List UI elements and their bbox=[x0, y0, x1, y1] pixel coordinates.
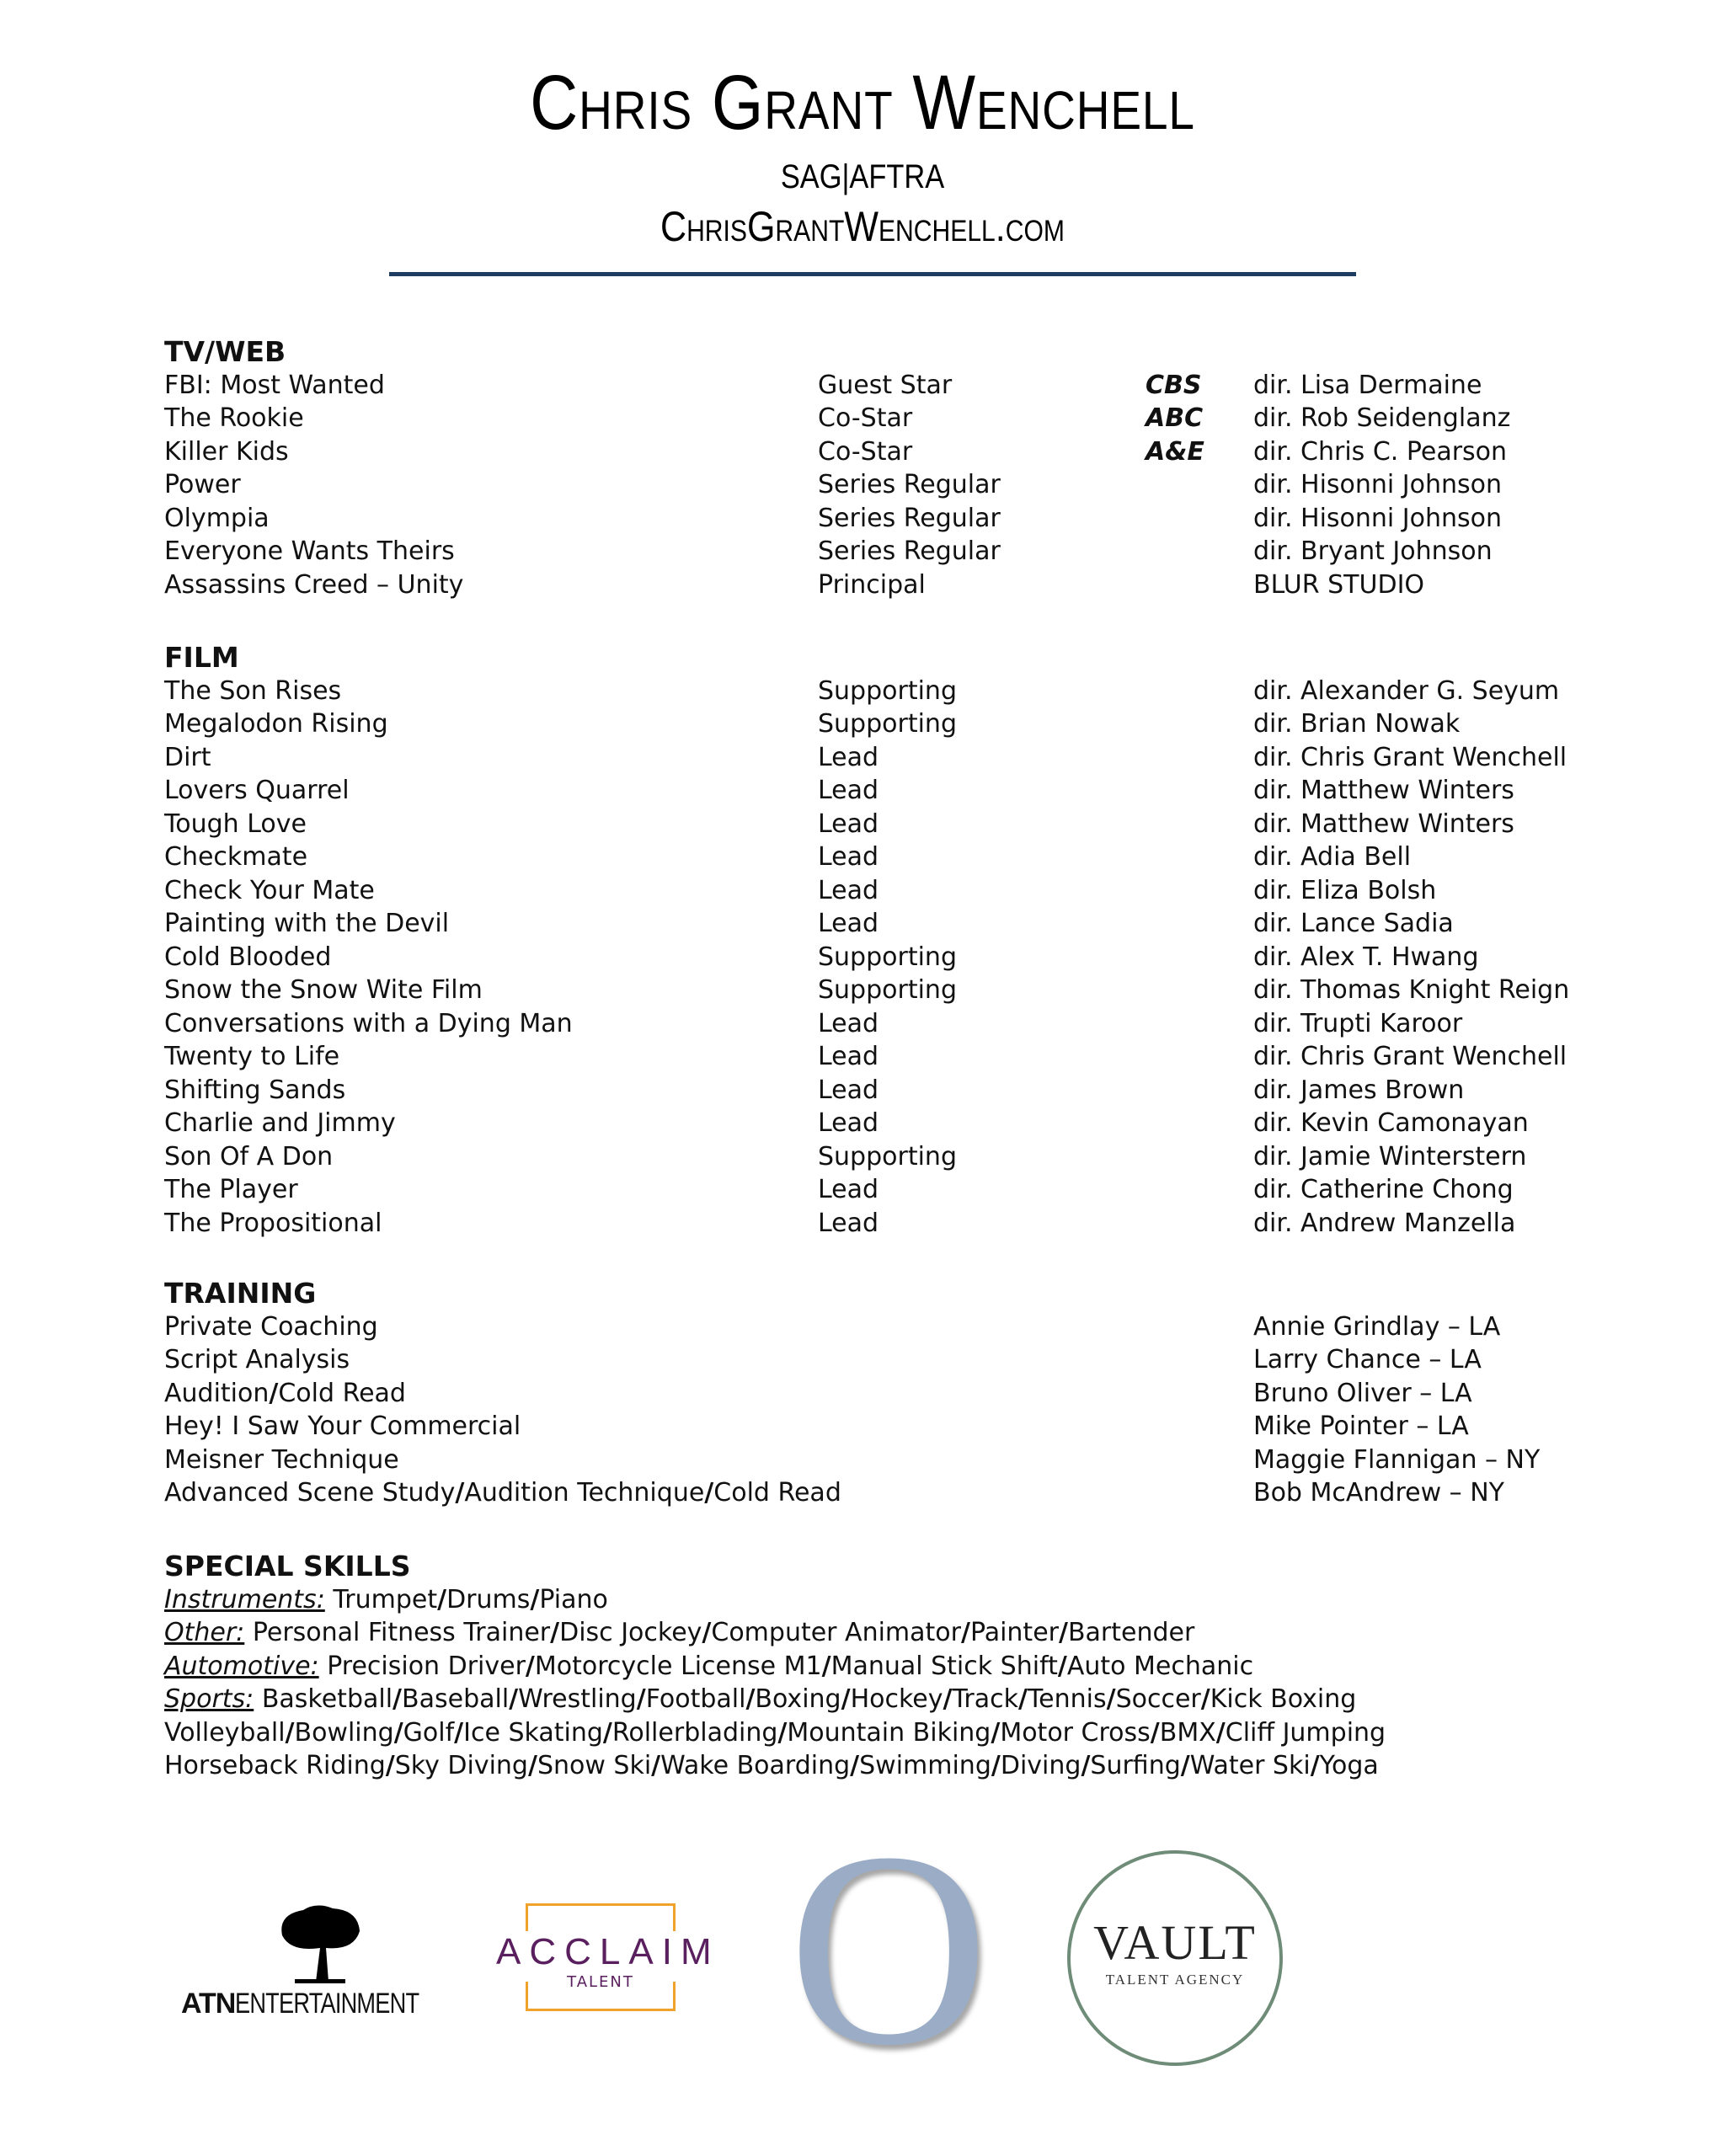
skills-line bbox=[164, 1650, 1647, 1684]
training-part: Audition Technique bbox=[464, 1478, 705, 1508]
section-heading: TV/WEB bbox=[164, 335, 286, 368]
credit-title: Killer Kids bbox=[164, 436, 289, 467]
slash-separator: / bbox=[991, 1717, 1001, 1748]
skill-item: Wake Boarding bbox=[660, 1751, 851, 1780]
credit-director: dir. Matthew Winters bbox=[1253, 808, 1514, 839]
credit-title: Checkmate bbox=[164, 842, 308, 872]
credit-director: dir. Alex T. Hwang bbox=[1253, 942, 1479, 972]
credit-director: dir. Hisonni Johnson bbox=[1253, 470, 1503, 499]
section-heading: SPECIAL SKILLS bbox=[164, 1550, 411, 1582]
credit-row bbox=[164, 1377, 1647, 1411]
credit-title: Check Your Mate bbox=[164, 875, 375, 905]
slash-separator: / bbox=[841, 1684, 851, 1714]
skill-item: Motor Cross bbox=[1000, 1717, 1151, 1748]
credit-row bbox=[164, 1107, 1647, 1140]
credit-row bbox=[164, 1476, 1647, 1510]
credit-row bbox=[164, 535, 1647, 568]
skill-item: Motorcycle License M1 bbox=[534, 1651, 822, 1681]
vault-sub: TALENT AGENCY bbox=[1105, 1972, 1245, 1988]
training-part: Cold Read bbox=[713, 1478, 841, 1508]
slash-separator: / bbox=[777, 1717, 788, 1748]
credit-director: Annie Grindlay – LA bbox=[1253, 1311, 1501, 1342]
skill-item: Boxing bbox=[755, 1684, 841, 1714]
slash-separator: / bbox=[991, 1751, 1001, 1780]
credit-director: dir. Lisa Dermaine bbox=[1253, 370, 1482, 400]
credit-director: dir. Bryant Johnson bbox=[1253, 536, 1493, 566]
credit-role: Lead bbox=[818, 1042, 879, 1071]
skill-item: Bartender bbox=[1067, 1618, 1195, 1647]
header-divider bbox=[389, 272, 1356, 276]
section-heading: FILM bbox=[164, 641, 239, 674]
training-part: Advanced Scene Study bbox=[164, 1478, 456, 1508]
skill-item: Cliff Jumping bbox=[1225, 1717, 1386, 1748]
o-logo: O bbox=[788, 1796, 990, 2103]
credit-row bbox=[164, 874, 1647, 908]
acclaim-sub: TALENT bbox=[567, 1973, 634, 1991]
training-part: Meisner Technique bbox=[164, 1444, 399, 1475]
credit-title bbox=[164, 1310, 378, 1344]
skill-item: Manual Stick Shift bbox=[830, 1651, 1058, 1681]
credit-row bbox=[164, 774, 1647, 808]
section-special-skills bbox=[164, 1550, 1647, 1783]
credit-row bbox=[164, 907, 1647, 941]
credit-director: dir. Brian Nowak bbox=[1253, 709, 1461, 739]
skill-item: Tennis bbox=[1027, 1684, 1107, 1714]
skill-item: Snow Ski bbox=[537, 1751, 652, 1780]
atn-rest-text: ENTERTAINMENT bbox=[235, 1988, 419, 2020]
credit-role: Series Regular bbox=[818, 503, 1001, 533]
credit-title: The Rookie bbox=[164, 403, 304, 433]
slash-separator: / bbox=[1215, 1717, 1226, 1748]
section-film bbox=[164, 641, 1647, 1240]
credit-row bbox=[164, 841, 1647, 874]
slash-separator: / bbox=[1057, 1651, 1067, 1681]
credit-role: Lead bbox=[818, 1108, 879, 1138]
skill-item: Baseball bbox=[402, 1684, 510, 1714]
actor-name: Chris Grant Wenchell bbox=[530, 60, 1195, 146]
skills-label: Other: bbox=[164, 1618, 245, 1647]
slash-separator: / bbox=[393, 1684, 403, 1714]
slash-separator: / bbox=[943, 1684, 953, 1714]
credit-role: Lead bbox=[818, 842, 879, 872]
acclaim-talent-logo bbox=[496, 1903, 720, 2011]
credit-title: Megalodon Rising bbox=[164, 709, 388, 739]
skill-item: Yoga bbox=[1319, 1751, 1379, 1780]
credit-director: dir. Chris Grant Wenchell bbox=[1253, 742, 1567, 772]
credit-title: Dirt bbox=[164, 742, 211, 772]
skill-item: Piano bbox=[539, 1584, 608, 1614]
section-heading: TRAINING bbox=[164, 1277, 317, 1310]
acclaim-title: ACCLAIM bbox=[496, 1931, 720, 1972]
credit-director: Larry Chance – LA bbox=[1253, 1345, 1482, 1374]
credit-role: Supporting bbox=[818, 942, 957, 972]
credit-role: Principal bbox=[818, 569, 926, 600]
credit-role: Supporting bbox=[818, 675, 957, 706]
training-part: Audition bbox=[164, 1378, 270, 1408]
credit-network: ABC bbox=[1146, 403, 1204, 433]
credit-title: Lovers Quarrel bbox=[164, 776, 350, 805]
skill-item: Golf bbox=[403, 1717, 455, 1748]
credit-role: Supporting bbox=[818, 709, 957, 739]
skill-item: Volleyball bbox=[164, 1717, 286, 1748]
website[interactable]: ChrisGrantWenchell.com bbox=[660, 203, 1065, 250]
skill-item: Track bbox=[952, 1684, 1018, 1714]
credit-role: Co-Star bbox=[818, 403, 913, 433]
credit-role: Lead bbox=[818, 776, 879, 805]
credit-director: dir. Chris Grant Wenchell bbox=[1253, 1042, 1567, 1071]
skills-label: Sports: bbox=[164, 1684, 254, 1714]
slash-separator: / bbox=[1150, 1717, 1160, 1748]
skill-item: Hockey bbox=[850, 1684, 943, 1714]
skill-item: BMX bbox=[1159, 1717, 1216, 1748]
slash-separator: / bbox=[530, 1584, 540, 1614]
slash-separator: / bbox=[1200, 1684, 1210, 1714]
skills-line bbox=[164, 1683, 1647, 1716]
credit-title: FBI: Most Wanted bbox=[164, 370, 385, 400]
slash-separator: / bbox=[1106, 1684, 1116, 1714]
credit-title: Tough Love bbox=[164, 808, 307, 839]
credit-row bbox=[164, 1410, 1647, 1444]
slash-separator: / bbox=[1058, 1618, 1068, 1647]
credit-title: The Propositional bbox=[164, 1208, 382, 1238]
slash-separator: / bbox=[745, 1684, 756, 1714]
vault-title: VAULT bbox=[1093, 1915, 1257, 1970]
skill-item: Computer Animator bbox=[711, 1618, 961, 1647]
section-tv-web bbox=[164, 335, 1647, 601]
slash-separator: / bbox=[704, 1478, 714, 1508]
credit-role: Lead bbox=[818, 1008, 879, 1038]
credit-role: Series Regular bbox=[818, 536, 1001, 566]
credit-row bbox=[164, 1007, 1647, 1041]
credit-row bbox=[164, 1207, 1647, 1241]
skill-item: Trumpet bbox=[333, 1584, 438, 1614]
credit-row bbox=[164, 1343, 1647, 1377]
credit-title bbox=[164, 1343, 350, 1377]
credit-row bbox=[164, 1444, 1647, 1477]
slash-separator: / bbox=[454, 1717, 464, 1748]
skill-item: Mountain Biking bbox=[787, 1717, 991, 1748]
credit-role: Lead bbox=[818, 1175, 879, 1204]
credit-director: dir. Chris C. Pearson bbox=[1253, 436, 1508, 467]
credit-role: Supporting bbox=[818, 975, 957, 1005]
credit-row bbox=[164, 974, 1647, 1007]
slash-separator: / bbox=[550, 1618, 560, 1647]
credit-title: The Player bbox=[164, 1175, 298, 1204]
skill-item: Swimming bbox=[859, 1751, 991, 1780]
credit-row bbox=[164, 741, 1647, 775]
atn-bold-text: ATN bbox=[181, 1988, 236, 2020]
credit-role: Lead bbox=[818, 875, 879, 905]
credit-director: dir. Lance Sadia bbox=[1253, 909, 1454, 938]
slash-separator: / bbox=[385, 1751, 395, 1780]
slash-separator: / bbox=[393, 1717, 403, 1748]
credit-row bbox=[164, 1040, 1647, 1074]
credit-title: Cold Blooded bbox=[164, 942, 332, 972]
skill-item: Football bbox=[645, 1684, 746, 1714]
skill-item: Horseback Riding bbox=[164, 1751, 386, 1780]
credit-director: dir. Kevin Camonayan bbox=[1253, 1108, 1529, 1138]
credit-title: Assassins Creed – Unity bbox=[164, 569, 464, 600]
credit-title: Olympia bbox=[164, 503, 270, 533]
credit-role: Supporting bbox=[818, 1141, 957, 1171]
credit-director: dir. Adia Bell bbox=[1253, 842, 1412, 872]
training-part: Private Coaching bbox=[164, 1311, 378, 1342]
credit-row bbox=[164, 1173, 1647, 1207]
credit-row bbox=[164, 675, 1647, 708]
credit-row bbox=[164, 435, 1647, 469]
skill-item: Precision Driver bbox=[327, 1651, 526, 1681]
credit-role: Series Regular bbox=[818, 470, 1001, 499]
credit-row bbox=[164, 1074, 1647, 1107]
skills-line bbox=[164, 1749, 1647, 1783]
credit-title: Snow the Snow Wite Film bbox=[164, 975, 483, 1005]
credit-director: dir. Andrew Manzella bbox=[1253, 1208, 1516, 1238]
credit-title: Charlie and Jimmy bbox=[164, 1108, 396, 1138]
slash-separator: / bbox=[525, 1651, 535, 1681]
slash-separator: / bbox=[455, 1478, 465, 1508]
credit-director: dir. Hisonni Johnson bbox=[1253, 503, 1503, 533]
union-affiliation: SAG|AFTRA bbox=[780, 158, 945, 195]
skill-item: Water Ski bbox=[1189, 1751, 1311, 1780]
slash-separator: / bbox=[269, 1378, 279, 1408]
slash-separator: / bbox=[850, 1751, 860, 1780]
atn-entertainment-logo bbox=[181, 1902, 451, 2020]
credit-director: BLUR STUDIO bbox=[1253, 569, 1425, 600]
credit-director: dir. Eliza Bolsh bbox=[1253, 875, 1437, 905]
skill-item: Wrestling bbox=[518, 1684, 637, 1714]
credit-network: CBS bbox=[1146, 370, 1202, 400]
slash-separator: / bbox=[437, 1584, 447, 1614]
slash-separator: / bbox=[1180, 1751, 1190, 1780]
credit-title: Painting with the Devil bbox=[164, 909, 450, 938]
skill-item: Surfing bbox=[1090, 1751, 1181, 1780]
slash-separator: / bbox=[602, 1717, 612, 1748]
slash-separator: / bbox=[1017, 1684, 1028, 1714]
skill-item: Disc Jockey bbox=[559, 1618, 702, 1647]
credit-role: Lead bbox=[818, 1075, 879, 1105]
credit-role: Lead bbox=[818, 742, 879, 772]
credit-title: Son Of A Don bbox=[164, 1141, 334, 1171]
skill-item: Kick Boxing bbox=[1210, 1684, 1357, 1714]
skill-item: Personal Fitness Trainer bbox=[252, 1618, 551, 1647]
credit-row bbox=[164, 707, 1647, 741]
credit-row bbox=[164, 941, 1647, 974]
credit-title bbox=[164, 1444, 399, 1477]
credit-director: Maggie Flannigan – NY bbox=[1253, 1444, 1541, 1475]
credit-row bbox=[164, 369, 1647, 403]
skills-label: Instruments: bbox=[164, 1584, 325, 1614]
skills-label: Automotive: bbox=[164, 1651, 319, 1681]
credit-title bbox=[164, 1410, 521, 1444]
credit-role: Guest Star bbox=[818, 370, 953, 400]
credit-row bbox=[164, 402, 1647, 435]
training-part: Hey! I Saw Your Commercial bbox=[164, 1412, 521, 1441]
slash-separator: / bbox=[1081, 1751, 1091, 1780]
skill-item: Basketball bbox=[261, 1684, 393, 1714]
skill-item: Diving bbox=[1000, 1751, 1081, 1780]
slash-separator: / bbox=[960, 1618, 970, 1647]
skills-line bbox=[164, 1716, 1647, 1750]
credit-director: dir. Trupti Karoor bbox=[1253, 1008, 1463, 1038]
slash-separator: / bbox=[636, 1684, 646, 1714]
credit-director: dir. Catherine Chong bbox=[1253, 1175, 1514, 1204]
credit-title bbox=[164, 1377, 406, 1411]
credit-director: dir. Alexander G. Seyum bbox=[1253, 675, 1560, 706]
slash-separator: / bbox=[527, 1751, 537, 1780]
credit-row bbox=[164, 502, 1647, 536]
credit-role: Co-Star bbox=[818, 436, 913, 467]
credit-director: Bob McAndrew – NY bbox=[1253, 1478, 1504, 1508]
credit-title: Shifting Sands bbox=[164, 1075, 346, 1105]
credit-title bbox=[164, 1476, 841, 1510]
credit-row bbox=[164, 1310, 1647, 1344]
skills-line bbox=[164, 1616, 1647, 1650]
credit-director: Mike Pointer – LA bbox=[1253, 1412, 1469, 1441]
skill-item: Drums bbox=[446, 1584, 531, 1614]
credit-director: dir. Thomas Knight Reign bbox=[1253, 975, 1570, 1005]
credit-title: Everyone Wants Theirs bbox=[164, 536, 455, 566]
training-part: Cold Read bbox=[278, 1378, 406, 1408]
credit-row bbox=[164, 1140, 1647, 1174]
credit-row bbox=[164, 468, 1647, 502]
tree-icon bbox=[181, 1902, 451, 1986]
slash-separator: / bbox=[821, 1651, 831, 1681]
skills-line bbox=[164, 1583, 1647, 1617]
slash-separator: / bbox=[509, 1684, 519, 1714]
credit-title: Conversations with a Dying Man bbox=[164, 1008, 573, 1038]
credit-network: A&E bbox=[1146, 436, 1204, 467]
credit-row bbox=[164, 568, 1647, 602]
credit-director: Bruno Oliver – LA bbox=[1253, 1378, 1472, 1408]
skill-item: Rollerblading bbox=[611, 1717, 778, 1748]
slash-separator: / bbox=[702, 1618, 712, 1647]
skill-item: Sky Diving bbox=[394, 1751, 528, 1780]
skill-item: Painter bbox=[969, 1618, 1059, 1647]
skill-item: Ice Skating bbox=[463, 1717, 603, 1748]
credit-role: Lead bbox=[818, 909, 879, 938]
credit-title: The Son Rises bbox=[164, 675, 342, 706]
slash-separator: / bbox=[1310, 1751, 1320, 1780]
credit-row bbox=[164, 808, 1647, 841]
credit-role: Lead bbox=[818, 808, 879, 839]
credit-director: dir. James Brown bbox=[1253, 1075, 1465, 1105]
credit-director: dir. Rob Seidenglanz bbox=[1253, 403, 1511, 433]
slash-separator: / bbox=[285, 1717, 295, 1748]
section-training bbox=[164, 1277, 1647, 1510]
skill-item: Auto Mechanic bbox=[1066, 1651, 1254, 1681]
skill-item: Bowling bbox=[294, 1717, 394, 1748]
credit-title: Power bbox=[164, 470, 241, 499]
vault-talent-agency-logo bbox=[1067, 1850, 1283, 2066]
slash-separator: / bbox=[651, 1751, 661, 1780]
credit-title: Twenty to Life bbox=[164, 1042, 340, 1071]
credit-director: dir. Jamie Winterstern bbox=[1253, 1141, 1527, 1171]
credit-director: dir. Matthew Winters bbox=[1253, 776, 1514, 805]
credit-role: Lead bbox=[818, 1208, 879, 1238]
training-part: Script Analysis bbox=[164, 1345, 350, 1374]
skill-item: Soccer bbox=[1115, 1684, 1201, 1714]
